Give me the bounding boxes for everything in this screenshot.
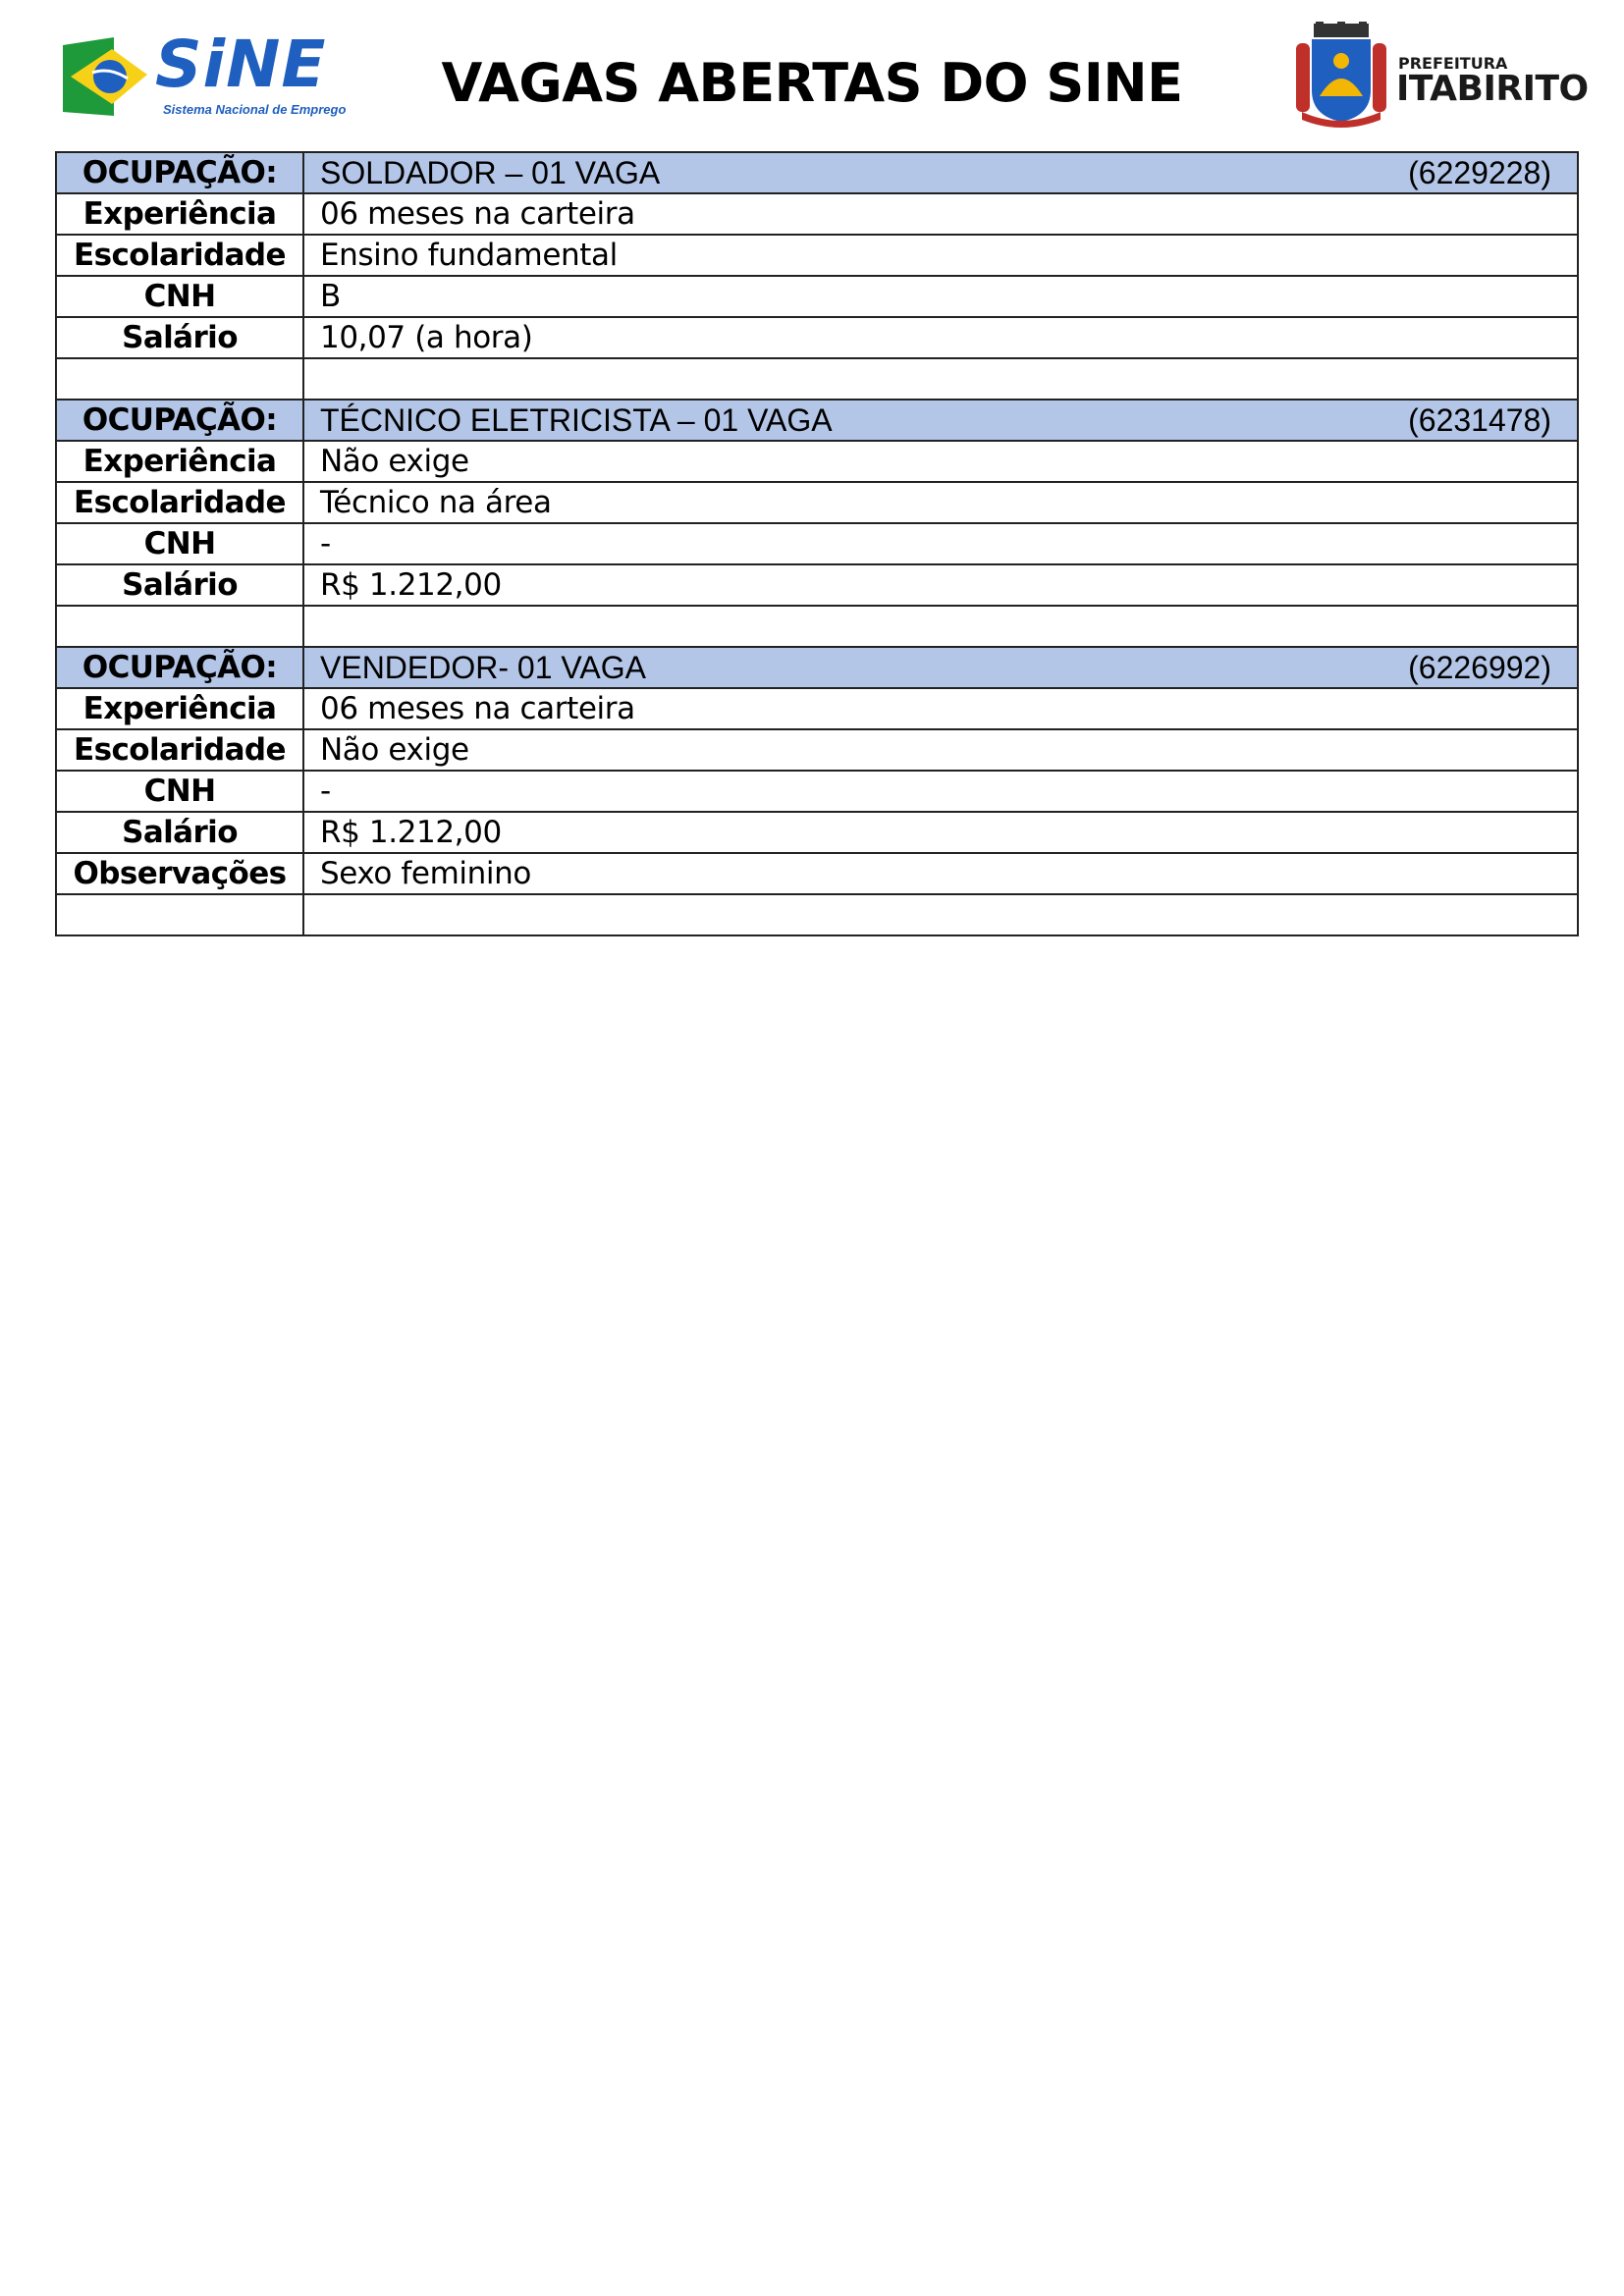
table-row: [56, 317, 1578, 358]
spacer-row: [56, 606, 1578, 647]
prefeitura-label: PREFEITURA: [1398, 54, 1508, 73]
field-label: Experiência: [56, 688, 303, 729]
field-value: Ensino fundamental: [303, 235, 1578, 276]
occupation-label: OCUPAÇÃO:: [56, 400, 303, 441]
table-row: [56, 564, 1578, 606]
field-label: CNH: [56, 771, 303, 812]
field-value: -: [303, 771, 1578, 812]
occupation-row: [56, 647, 1578, 688]
coat-of-arms-icon: [1292, 22, 1390, 130]
occupation-row: [56, 152, 1578, 193]
occupation-code: (6226992): [1408, 650, 1551, 685]
table-row: [56, 482, 1578, 523]
job-openings-table: [55, 151, 1579, 936]
occupation-cell: [303, 152, 1578, 193]
sine-wordmark: SiNE: [155, 27, 327, 102]
field-label: Escolaridade: [56, 235, 303, 276]
table-row: [56, 771, 1578, 812]
table-row: [56, 688, 1578, 729]
field-label: Escolaridade: [56, 729, 303, 771]
field-value: B: [303, 276, 1578, 317]
field-label: Salário: [56, 812, 303, 853]
field-value: R$ 1.212,00: [303, 812, 1578, 853]
field-label: Salário: [56, 564, 303, 606]
field-label: Salário: [56, 317, 303, 358]
occupation-title: VENDEDOR- 01 VAGA: [320, 650, 646, 685]
field-label: CNH: [56, 523, 303, 564]
field-value: 10,07 (a hora): [303, 317, 1578, 358]
field-label: Experiência: [56, 441, 303, 482]
occupation-cell: [303, 400, 1578, 441]
spacer-row: [56, 894, 1578, 935]
prefeitura-logo: [1292, 22, 1589, 130]
table-row: [56, 853, 1578, 894]
table-row: [56, 812, 1578, 853]
table-row: [56, 276, 1578, 317]
occupation-code: (6231478): [1408, 402, 1551, 438]
occupation-label: OCUPAÇÃO:: [56, 152, 303, 193]
field-value: R$ 1.212,00: [303, 564, 1578, 606]
page-title: VAGAS ABERTAS DO SINE: [441, 52, 1183, 114]
field-value: Técnico na área: [303, 482, 1578, 523]
occupation-cell: [303, 647, 1578, 688]
table-row: [56, 193, 1578, 235]
field-value: Não exige: [303, 729, 1578, 771]
table-row: [56, 441, 1578, 482]
field-value: 06 meses na carteira: [303, 193, 1578, 235]
occupation-row: [56, 400, 1578, 441]
table-row: [56, 235, 1578, 276]
occupation-code: (6229228): [1408, 155, 1551, 190]
occupation-label: OCUPAÇÃO:: [56, 647, 303, 688]
field-label: Experiência: [56, 193, 303, 235]
page-header: [0, 0, 1624, 147]
field-label: Escolaridade: [56, 482, 303, 523]
field-value: -: [303, 523, 1578, 564]
spacer-row: [56, 358, 1578, 400]
table-row: [56, 729, 1578, 771]
table-row: [56, 523, 1578, 564]
occupation-title: SOLDADOR – 01 VAGA: [320, 155, 661, 190]
field-label: Observações: [56, 853, 303, 894]
occupation-title: TÉCNICO ELETRICISTA – 01 VAGA: [320, 402, 833, 438]
sine-subtitle: Sistema Nacional de Emprego: [163, 102, 347, 117]
field-value: Não exige: [303, 441, 1578, 482]
city-name: ITABIRITO: [1396, 69, 1589, 109]
field-label: CNH: [56, 276, 303, 317]
field-value: Sexo feminino: [303, 853, 1578, 894]
field-value: 06 meses na carteira: [303, 688, 1578, 729]
